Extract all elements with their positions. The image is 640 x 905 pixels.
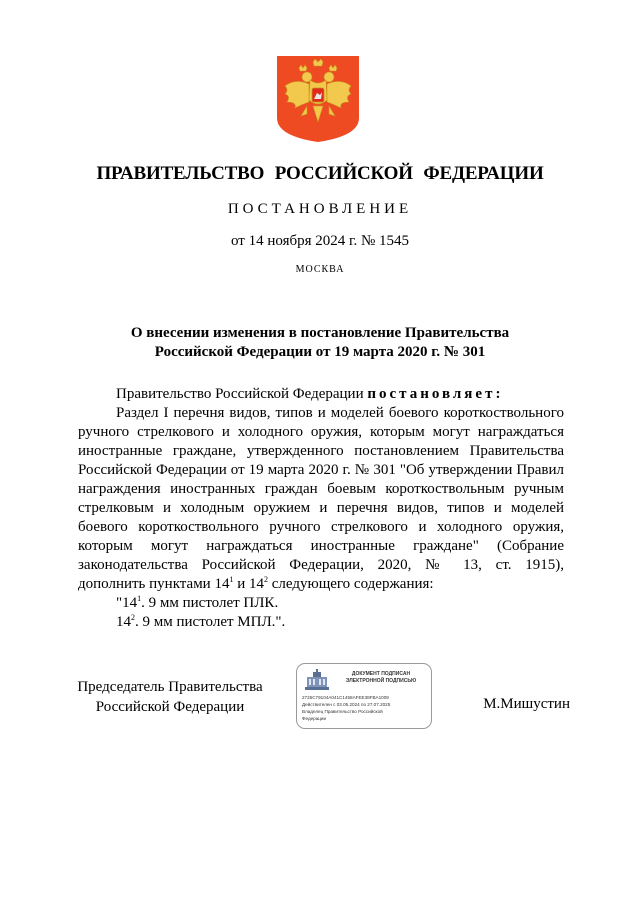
- document-type: ПОСТАНОВЛЕНИЕ: [227, 201, 413, 217]
- intro-verb: постановляет:: [367, 386, 504, 402]
- body-line: Российской Федерации от 19 марта 2020 г. № 301 "Об утверждении Правил: [78, 462, 564, 478]
- body-line: законодательства Российской Федерации, 2020, № 13, ст. 1915),: [78, 557, 564, 573]
- document-subject: [0, 324, 640, 362]
- signatory-position: [70, 677, 270, 717]
- document-body: [78, 385, 564, 632]
- russian-coat-of-arms-icon: [277, 56, 359, 142]
- body-line: иностранные граждане, утвержденного постановлением Правительства: [78, 443, 564, 459]
- position-line: Российской Федерации: [95, 699, 245, 715]
- stamp-header-line: ЭЛЕКТРОННОЙ ПОДПИСЬЮ: [345, 678, 417, 684]
- signatory-name: М.Мишустин: [483, 696, 570, 712]
- last-line-prefix: дополнить пунктами 14: [78, 576, 230, 592]
- certificate-owner: Владелец Правительство Российской: [302, 709, 383, 714]
- superscript: 1: [229, 575, 234, 584]
- intro-prefix: Правительство Российской Федерации: [116, 386, 364, 402]
- intro-paragraph: [78, 385, 564, 404]
- government-title: ПРАВИТЕЛЬСТВО РОССИЙСКОЙ ФЕДЕРАЦИИ: [96, 163, 544, 184]
- item-text: . 9 мм пистолет МПЛ.".: [135, 614, 286, 630]
- body-line: стрелковым и холодным оружием и перечня видов, типов и моделей: [78, 500, 564, 516]
- last-line-suffix: следующего содержания:: [268, 576, 434, 592]
- document-city: МОСКВА: [295, 264, 345, 275]
- government-building-icon: [304, 669, 330, 691]
- last-line-mid: и 14: [233, 576, 264, 592]
- body-line: боевого короткоствольного ручного стрелкового и холодного оружия,: [78, 519, 564, 535]
- electronic-signature-stamp: [296, 663, 432, 729]
- superscript: 1: [137, 594, 142, 603]
- position-line: Председатель Правительства: [77, 679, 263, 695]
- body-line: Раздел I перечня видов, типов и моделей боевого короткоствольного: [116, 405, 564, 421]
- stamp-header: [333, 671, 429, 685]
- item-number: "14: [116, 595, 138, 611]
- stamp-details: [302, 694, 430, 722]
- item-text: . 9 мм пистолет ПЛК.: [141, 595, 279, 611]
- stamp-header-line: ДОКУМЕНТ ПОДПИСАН: [351, 671, 411, 677]
- body-line: ручного стрелкового и холодного оружия, которым могут награждаться: [78, 424, 564, 440]
- new-item-1: [78, 594, 564, 613]
- superscript: 2: [264, 575, 268, 584]
- body-line-last: [78, 575, 564, 594]
- subject-line: Российской Федерации от 19 марта 2020 г. № 301: [154, 344, 486, 360]
- item-number: 14: [116, 614, 131, 630]
- certificate-owner: Федерации: [302, 716, 327, 721]
- document-date-number: от 14 ноября 2024 г. № 1545: [230, 233, 410, 249]
- new-item-2: [78, 613, 564, 632]
- certificate-validity: Действителен с 03.05.2024 по 27.07.2025: [302, 702, 391, 707]
- subject-line: О внесении изменения в постановление Правительства: [130, 325, 510, 341]
- body-line: награждения иностранных граждан боевым короткоствольным ручным: [78, 481, 564, 497]
- body-line: которым могут награждаться иностранные граждане" (Собрание: [78, 538, 564, 554]
- certificate-serial: 2726C79104A041C1458AFEE38FBA1009: [302, 695, 389, 700]
- superscript: 2: [131, 613, 135, 622]
